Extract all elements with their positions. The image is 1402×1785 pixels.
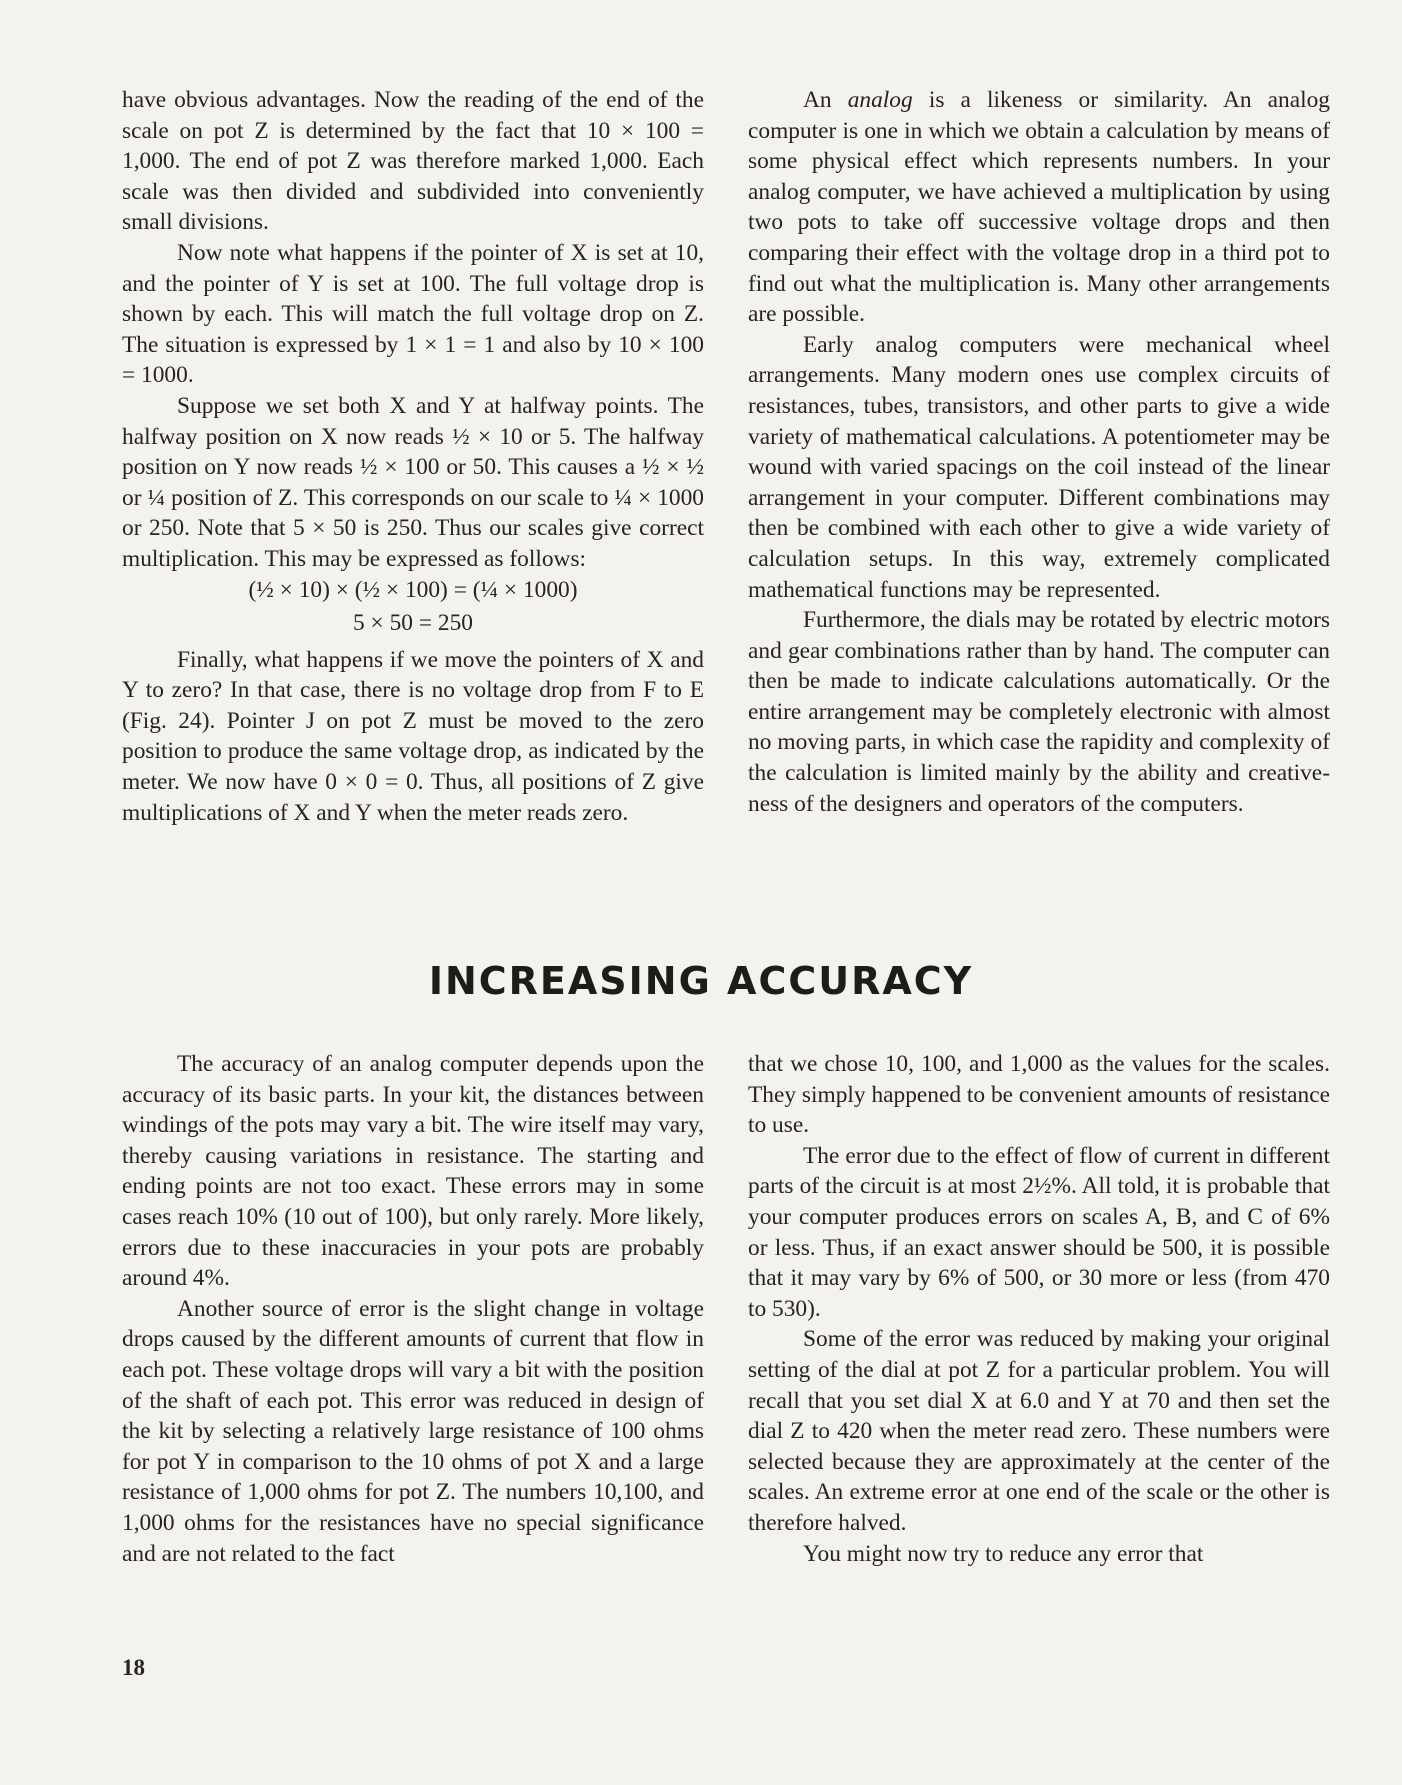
paragraph: Furthermore, the dials may be rotated by electric motors and gear combinations rather than by hand. The computer can then be made to indicate calculations automatically. Or the entire arrangement may be completely electronic with almost no moving parts, in which case the rapidity and complexity of the calculation is limited mainly by the ability and creativeness of the designers and operators of the computers. (748, 607, 1330, 817)
equation: 5 × 50 = 250 (353, 610, 473, 637)
paragraph: Another source of error is the slight change in voltage drops caused by the different amounts of current that flow in each pot. These voltage drops will vary a bit with the position of the shaft of each pot. This error was reduced in design of the kit by selecting a relatively large resistance of 100 ohms for pot Y in comparison to the 10 ohms of pot X and a large resistance of 1,000 ohms for pot Z. The numbers 10,100, and 1,000 ohms for the resistances have no special significance and are not related to the fact (122, 1295, 704, 1567)
paragraph: that we chose 10, 100, and 1,000 as the values for the scales. They simply happened to be convenient amounts of resistance to use. (748, 1051, 1331, 1139)
paragraph: You might now try to reduce any error that (803, 1540, 1204, 1567)
top-right-column (748, 85, 1330, 819)
bottom-left-column (122, 1049, 704, 1569)
paragraph: Now note what happens if the pointer of X is set at 10, and the pointer of Y is set at 100. The full voltage drop is shown by each. This will match the full voltage drop on Z. The situation is expressed by 1 × 1 = 1 and also by 10 × 100 = 1000. (122, 239, 704, 389)
paragraph: Suppose we set both X and Y at halfway points. The halfway position on X now reads ½ × 10 or 5. The halfway position on Y now reads ½ × 100 or 50. This causes a ½ × ½ or ¼ position of Z. This corresponds on our scale to ¼ × 1000 or 250. Note that 5 × 50 is 250. Thus our scales give correct multiplication. This may be expressed as follows: (122, 392, 704, 572)
paragraph: Early analog computers were mechanical wheel arrangements. Many modern ones use complex circuits of resistances, tubes, transistors, and other parts to give a wide variety of mathematical calculations. A potentiometer may be wound with varied spacings on the coil instead of the linear arrangement in your computer. Different combinations may then be combined with each other to give a wide variety of calculation setups. In this way, extremely complicated mathematical functions may be represented. (748, 331, 1330, 603)
paragraph: The accuracy of an analog computer depends upon the accuracy of its basic parts. In your kit, the distances between windings of the pots may vary a bit. The wire itself may vary, thereby causing variations in resistance. The starting and ending points are not too exact. These errors may in some cases reach 10% (10 out of 100), but only rarely. More likely, errors due to these inaccuracies in your pots are probably around 4%. (122, 1051, 704, 1292)
bottom-right-column (748, 1049, 1330, 1569)
emphasized-term: analog (847, 87, 913, 113)
top-left-column (122, 85, 704, 828)
equation: (½ × 10) × (½ × 100) = (¼ × 1000) (248, 576, 578, 603)
text: is a likeness or similarity. An analog computer is one in which we obtain a calculation by means of some physical effect which represents numbers. In your analog computer, we have achieved a multiplication by using two pots to take off successive voltage drops and then comparing their effect with the voltage drop in a third pot to find out what the multiplication is. Many other arrangements are possible. (748, 87, 1331, 328)
section-heading: INCREASING ACCURACY (428, 959, 974, 1003)
paragraph: The error due to the effect of flow of current in different parts of the circuit is at most 2½%. All told, it is probable that your computer produces errors on scales A, B, and C of 6% or less. Thus, if an exact answer should be 500, it is possible that it may vary by 6% of 500, or 30 more or less (from 470 to 530). (748, 1142, 1330, 1322)
paragraph: Finally, what happens if we move the pointers of X and Y to zero? In that case, there is no voltage drop from F to E (Fig. 24). Pointer J on pot Z must be moved to the zero position to produce the same voltage drop, as indicated by the meter. We now have 0 × 0 = 0. Thus, all positions of Z give multiplications of X and Y when the meter reads zero. (122, 646, 704, 826)
page-number: 18 (122, 1655, 145, 1680)
paragraph (748, 85, 1330, 330)
paragraph: Some of the error was reduced by making your original setting of the dial at pot Z for a particular problem. You will recall that you set dial X at 6.0 and Y at 70 and then set the dial Z to 420 when the meter read zero. These numbers were selected because they are approximately at the center of the scales. An extreme error at one end of the scale or the other is therefore halved. (748, 1326, 1330, 1536)
text: An (803, 87, 848, 113)
paragraph: have obvious advantages. Now the reading of the end of the scale on pot Z is determined by the fact that 10 × 100 = 1,000. The end of pot Z was therefore marked 1,000. Each scale was then divided and subdivided into conveniently small divisions. (122, 87, 704, 236)
